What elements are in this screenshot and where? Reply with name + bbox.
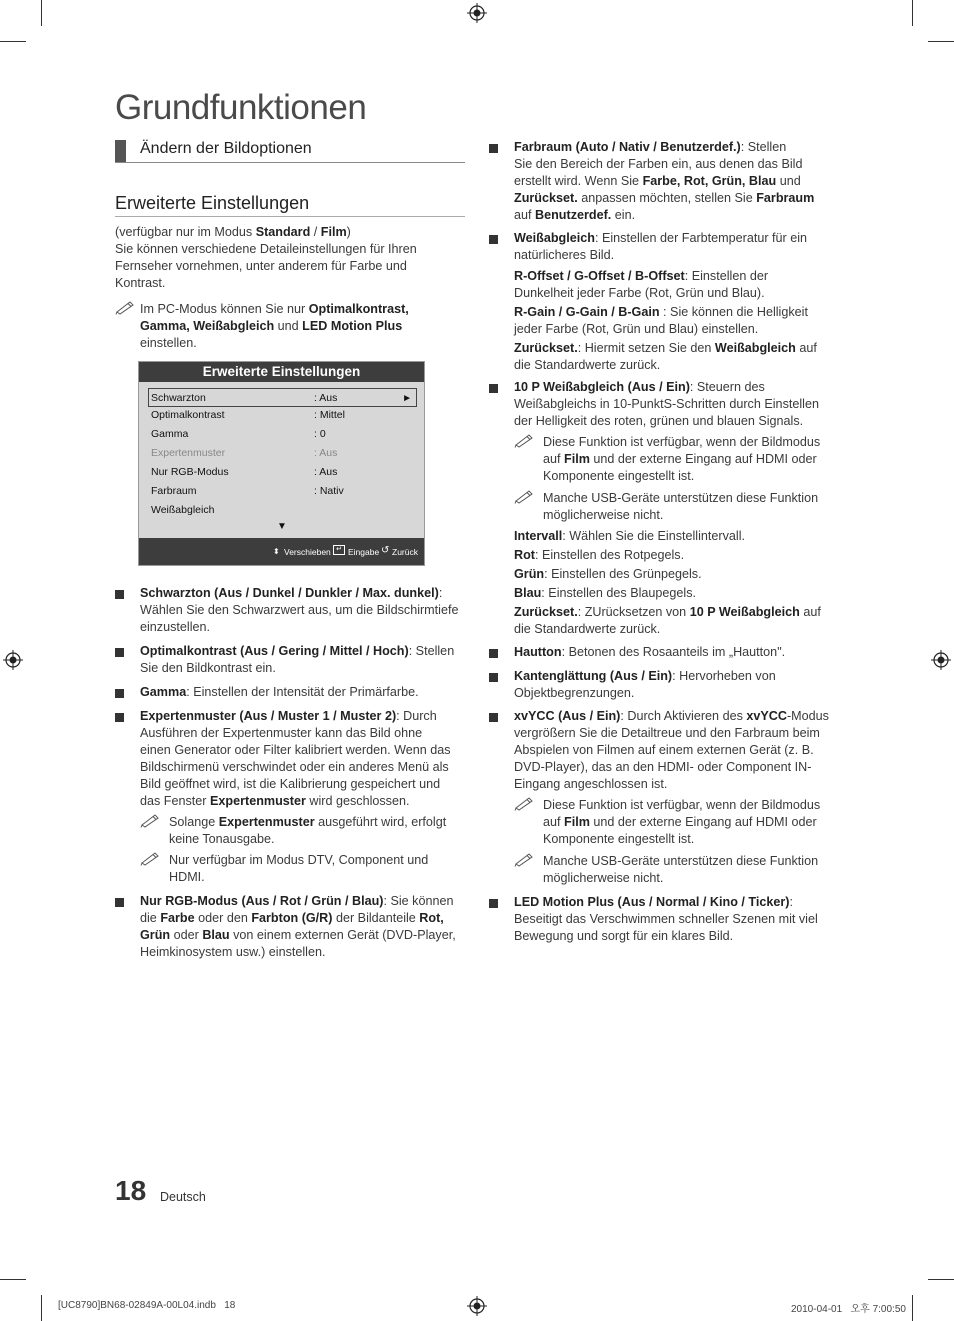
note-pencil-icon — [514, 851, 536, 867]
move-icon: ⬍ — [273, 547, 280, 556]
list-item-farbraum: Farbraum (Auto / Nativ / Benutzerdef.): Stellen Sie den Bereich der Farben ein, aus denen das Bild erstellt wird. Wenn Sie Farbe, Rot, Grün, Blau und Zurückset. anpassen möchten, stellen Sie Farbraum auf Benutzerdef. ein. — [514, 140, 815, 222]
note-xvycc-usb: Manche USB-Geräte unterstützen diese Funktion möglicherweise nicht. — [543, 854, 819, 885]
bullet — [489, 713, 498, 722]
enter-icon: ↵ — [333, 545, 345, 555]
print-slug-date: 2010-04-01 오후 7:00:50 — [791, 1304, 906, 1315]
crop-mark — [928, 1279, 954, 1280]
crop-mark — [912, 0, 913, 26]
bullet — [115, 648, 124, 657]
bullet — [489, 235, 498, 244]
list-item-10p-weissabgleich: 10 P Weißabgleich (Aus / Ein): Steuern des Weißabgleichs in 10-PunktS-Schritten durch Einstellen der Helligkeit des roten, grünen und blauen Signals. — [514, 380, 819, 428]
menu-row-expertenmuster: Expertenmuster : Aus — [151, 447, 338, 459]
bullet — [115, 898, 124, 907]
page-title: Grundfunktionen — [115, 88, 367, 127]
menu-row-weissabgleich[interactable]: Weißabgleich — [151, 504, 215, 516]
bullet — [115, 590, 124, 599]
note-10p-availability: Diese Funktion ist verfügbar, wenn der Bildmodus auf Film und der externe Eingang auf HDMI oder Komponente eingestellt ist. — [543, 435, 821, 483]
bullet — [489, 649, 498, 658]
section-marker — [115, 140, 126, 162]
list-item-nur-rgb-modus: Nur RGB-Modus (Aus / Rot / Grün / Blau): Sie können die Farbe oder den Farbton (G/R) der Bildanteile Rot, Grün oder Blau von einem externen Gerät (DVD-Player, Heimkinosystem usw.) einstellen. — [140, 894, 456, 959]
menu-title: Erweiterte Einstellungen — [139, 362, 424, 382]
crop-mark — [41, 1295, 42, 1321]
registration-mark-icon — [467, 1296, 487, 1316]
menu-row-farbraum[interactable]: Farbraum : Nativ — [151, 485, 344, 497]
note-pencil-icon — [115, 299, 137, 315]
menu-row-optimalkontrast[interactable]: Optimalkontrast : Mittel — [151, 409, 345, 421]
crop-mark — [0, 41, 26, 42]
bullet — [489, 899, 498, 908]
page-language: Deutsch — [160, 1190, 206, 1204]
crop-mark — [0, 1279, 26, 1280]
list-item-xvycc: xvYCC (Aus / Ein): Durch Aktivieren des xvYCC-Modus vergrößern Sie die Detailtreue und den Farbraum beim Abspielen von Filmen auf einem externen Gerät (z. B. DVD-Player), das an den HDMI- oder Component IN- Eingang angeschlossen ist. — [514, 709, 829, 791]
bullet — [489, 144, 498, 153]
crop-mark — [41, 0, 42, 26]
list-item-hautton: Hautton: Betonen des Rosaanteils im „Hautton". — [514, 645, 786, 659]
return-icon: ↺ — [381, 545, 390, 556]
note-xvycc-availability: Diese Funktion ist verfügbar, wenn der Bildmodus auf Film und der externe Eingang auf HDMI oder Komponente eingestellt ist. — [543, 798, 821, 846]
bullet — [489, 673, 498, 682]
10p-settings-list: Intervall: Wählen Sie die Einstellintervall. Rot: Einstellen des Rotpegels. Grün: Einstellen des Grünpegels. Blau: Einstellen des Blaupegels. Zurückset.: ZUrücksetzen von 10 P Weißabgleich auf die Standardwerte zurück. — [514, 529, 821, 636]
note-pencil-icon — [514, 488, 536, 504]
list-item-schwarzton: Schwarzton (Aus / Dunkel / Dunkler / Max. dunkel): Wählen Sie den Schwarzwert aus, um die Bildschirmtiefe einzustellen. — [140, 586, 459, 634]
note-expertenmuster-modes: Nur verfügbar im Modus DTV, Component und HDMI. — [169, 853, 429, 884]
note-pencil-icon — [514, 432, 536, 448]
note-pencil-icon — [514, 795, 536, 811]
bullet — [115, 713, 124, 722]
list-item-kantenglaettung: Kantenglättung (Aus / Ein): Hervorheben von Objektbegrenzungen. — [514, 669, 776, 700]
menu-row-gamma[interactable]: Gamma : 0 — [151, 428, 326, 440]
footer-move: Verschieben — [284, 547, 331, 557]
intro-text: (verfügbar nur im Modus Standard / Film) Sie können verschiedene Detaileinstellungen für Ihren Fernseher vornehmen, unter anderem für Farbe und Kontrast. — [115, 225, 417, 290]
note-expertenmuster-sound: Solange Expertenmuster ausgeführt wird, erfolgt keine Tonausgabe. — [169, 815, 447, 846]
section-divider — [115, 162, 465, 163]
bullet — [489, 384, 498, 393]
subsection-divider — [115, 216, 465, 217]
crop-mark — [928, 41, 954, 42]
registration-mark-icon — [931, 650, 951, 670]
scroll-down-icon[interactable]: ▼ — [277, 521, 287, 532]
note-pencil-icon — [140, 812, 162, 828]
registration-mark-icon — [467, 3, 487, 23]
list-item-led-motion-plus: LED Motion Plus (Aus / Normal / Kino / Ticker): Beseitigt das Verschwimmen schneller Szenen mit viel Bewegung und sorgt für ein klares Bild. — [514, 895, 818, 943]
osd-menu — [138, 361, 425, 566]
registration-mark-icon — [3, 650, 23, 670]
footer-enter: Eingabe — [348, 547, 380, 557]
subsection-title: Erweiterte Einstellungen — [115, 193, 310, 213]
list-item-optimalkontrast: Optimalkontrast (Aus / Gering / Mittel / Hoch): Stellen Sie den Bildkontrast ein. — [140, 644, 455, 675]
list-item-weissabgleich: Weißabgleich: Einstellen der Farbtemperatur für ein natürlicheres Bild. R-Offset / G-Offset / B-Offset: Einstellen der Dunkelheit jeder Farbe (Rot, Grün und Blau). R-Gain / G-Gain / B-Gain : Sie können die Helligkeit jeder Farbe (Rot, Grün und Blau) einstellen. Zurückset.: Hiermit setzen Sie den Weißabgleich auf die Standardwerte zurück. — [514, 231, 817, 372]
footer-back: Zurück — [392, 547, 418, 557]
print-slug-file: [UC8790]BN68-02849A-00L04.indb 18 — [58, 1300, 236, 1311]
menu-row-schwarzton[interactable]: Schwarzton : Aus ► — [148, 388, 417, 407]
list-item-gamma: Gamma: Einstellen der Intensität der Primärfarbe. — [140, 685, 419, 699]
intro-note: Im PC-Modus können Sie nur Optimalkontrast, Gamma, Weißabgleich und LED Motion Plus einstellen. — [140, 302, 409, 350]
page-number: 18 — [115, 1175, 147, 1206]
menu-footer — [139, 538, 424, 565]
crop-mark — [912, 1295, 913, 1321]
section-title: Ändern der Bildoptionen — [140, 140, 312, 157]
list-item-expertenmuster: Expertenmuster (Aus / Muster 1 / Muster 2): Durch Ausführen der Expertenmuster kann das Bild ohne einen Generator oder Filter kalibriert werden. Wenn das Bildschirmenü verschwindet oder ein anderes Menü als Bild geöffnet wird, ist die Kalibrierung gespeichert und das Fenster Expertenmuster wird geschlossen. — [140, 709, 451, 808]
note-pencil-icon — [140, 850, 162, 866]
menu-row-nur-rgb-modus[interactable]: Nur RGB-Modus : Aus — [151, 466, 338, 478]
note-10p-usb: Manche USB-Geräte unterstützen diese Funktion möglicherweise nicht. — [543, 491, 819, 522]
arrow-right-icon: ► — [402, 393, 412, 404]
bullet — [115, 689, 124, 698]
